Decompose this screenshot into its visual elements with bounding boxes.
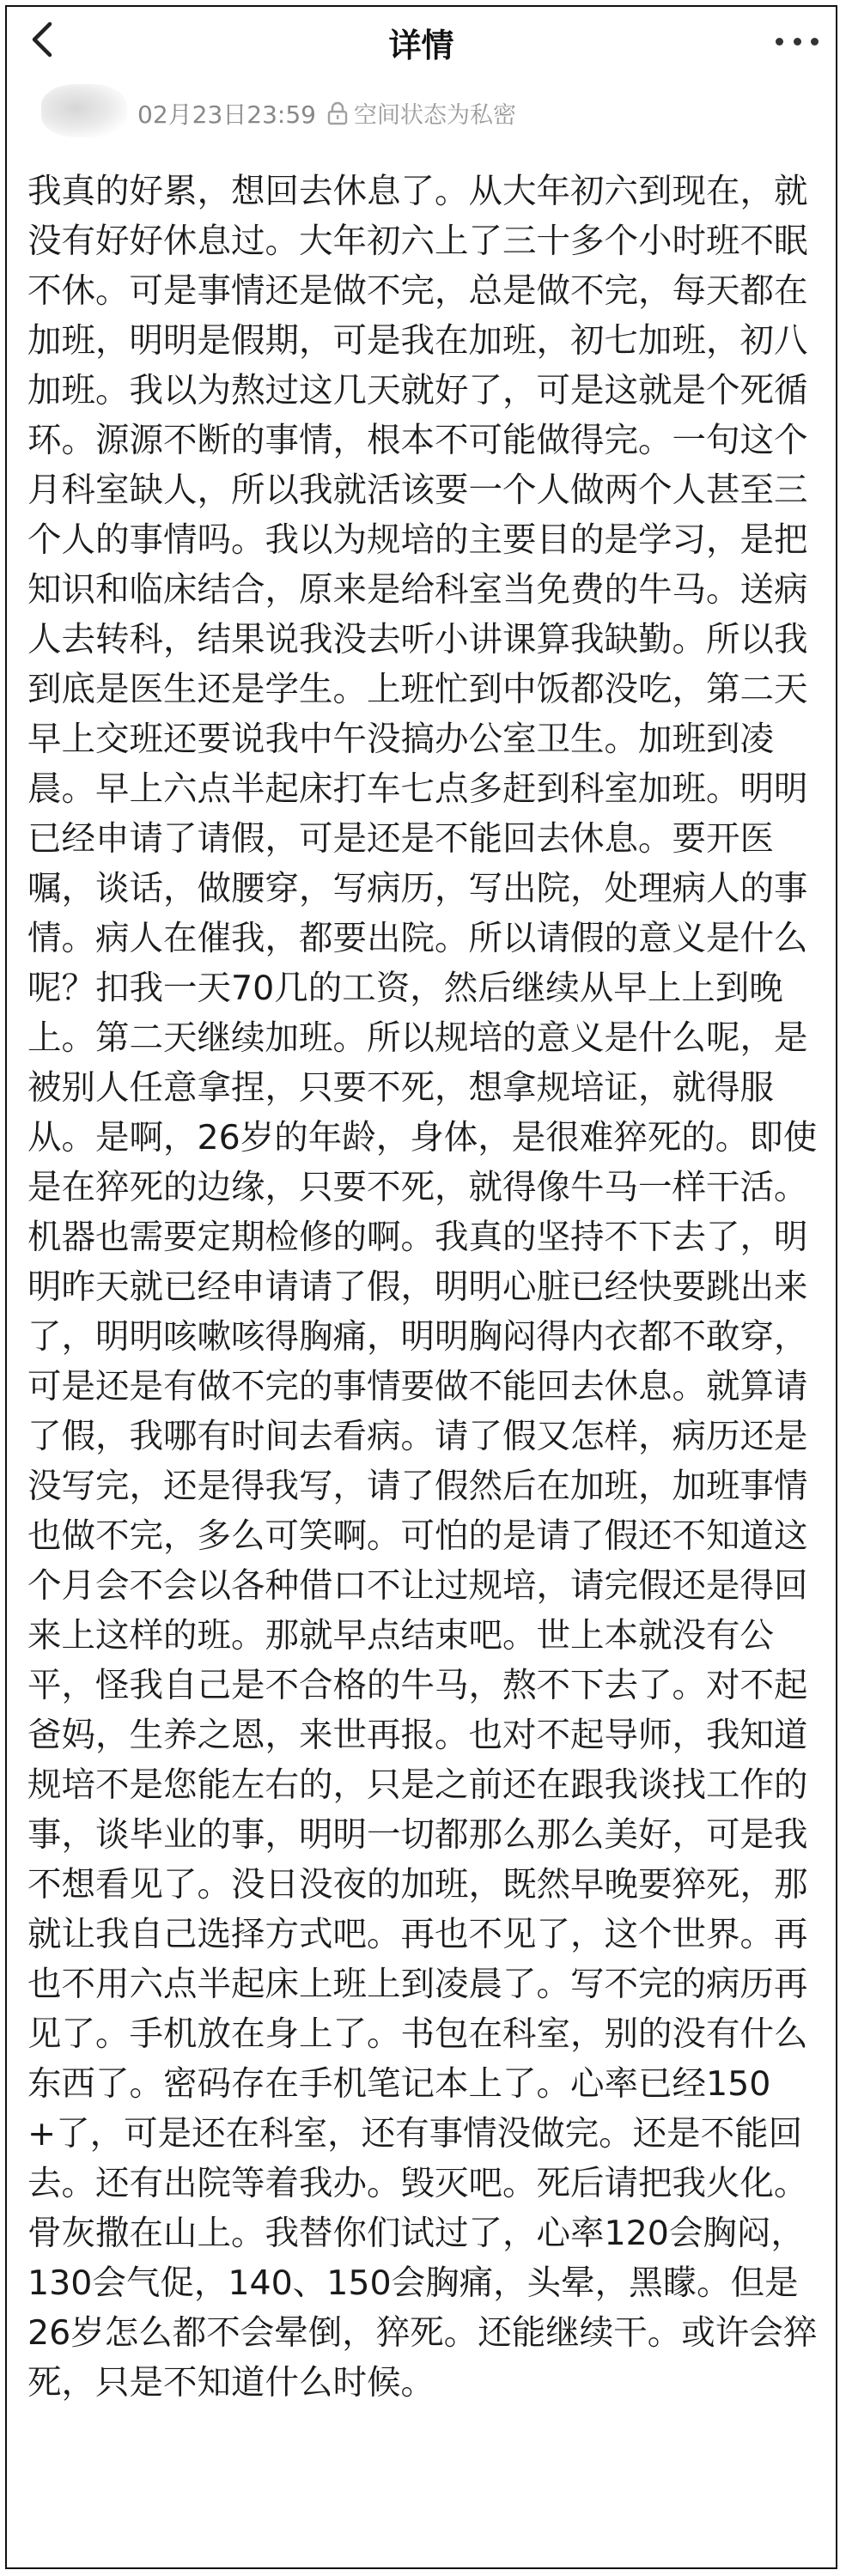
lock-icon [326, 101, 349, 125]
more-button[interactable] [776, 26, 819, 57]
privacy-status [326, 96, 516, 130]
privacy-label: 空间状态为私密 [354, 102, 516, 129]
post-body: 我真的好累，想回去休息了。从大年初六到现在，就没有好好休息过。大年初六上了三十多个小时班不眠不休。可是事情还是做不完，总是做不完，每天都在加班，明明是假期，可是我在加班，初七加班，初八加班。我以为熬过这几天就好了，可是这就是个死循环。源源不断的事情，根本不可能做得完。一句这个月科室缺人，所以我就活该要一个人做两个人甚至三个人的事情吗。我以为规培的主要目的是学习，是把知识和临床结合，原来是给科室当免费的牛马。送病人去转科，结果说我没去听小讲课算我缺勤。所以我到底是医生还是学生。上班忙到中饭都没吃，第二天早上交班还要说我中午没搞办公室卫生。加班到凌晨。早上六点半起床打车七点多赶到科室加班。明明已经申请了请假，可是还是不能回去休息。要开医嘱，谈话，做腰穿，写病历，写出院，处理病人的事情。病人在催我，都要出院。所以请假的意义是什么呢？扣我一天70几的工资，然后继续从早上上到晚上。第二天继续加班。所以规培的意义是什么呢，是被别人任意拿捏，只要不死，想拿规培证，就得服从。是啊，26岁的年龄，身体，是很难猝死的。即使是在猝死的边缘，只要不死，就得像牛马一样干活。机器也需要定期检修的啊。我真的坚持不下去了，明明昨天就已经申请请了假，明明心脏已经快要跳出来了，明明咳嗽咳得胸痛，明明胸闷得内衣都不敢穿，可是还是有做不完的事情要做不能回去休息。就算请了假，我哪有时间去看病。请了假又怎样，病历还是没写完，还是得我写，请了假然后在加班，加班事情也做不完，多么可笑啊。可怕的是请了假还不知道这个月会不会以各种借口不让过规培，请完假还是得回来上这样的班。那就早点结束吧。世上本就没有公平，怪我自己是不合格的牛马，熬不下去了。对不起爸妈，生养之恩，来世再报。也对不起导师，我知道规培不是您能左右的，只是之前还在跟我谈找工作的事，谈毕业的事，明明一切都那么那么美好，可是我不想看见了。没日没夜的加班，既然早晚要猝死，那就让我自己选择方式吧。再也不见了，这个世界。再也不用六点半起床上班上到凌晨了。写不完的病历再见了。手机放在身上了。书包在科室，别的没有什么东西了。密码存在手机笔记本上了。心率已经150+了，可是还在科室，还有事情没做完。还是不能回去。还有出院等着我办。毁灭吧。死后请把我火化。骨灰撒在山上。我替你们试过了，心率120会胸闷，130会气促，140、150会胸痛，头晕，黑矇。但是26岁怎么都不会晕倒，猝死。还能继续干。或许会猝死，只是不知道什么时候。 [27, 172, 818, 2403]
screen-frame [5, 5, 837, 2569]
post-meta [7, 89, 836, 141]
page-title: 详情 [388, 27, 454, 64]
avatar[interactable] [41, 84, 127, 137]
post-time: 02月23日23:59 [137, 100, 316, 129]
more-dot [794, 38, 801, 46]
more-dots-icon [776, 38, 783, 46]
nav-bar [7, 7, 836, 76]
more-dot [811, 38, 819, 46]
